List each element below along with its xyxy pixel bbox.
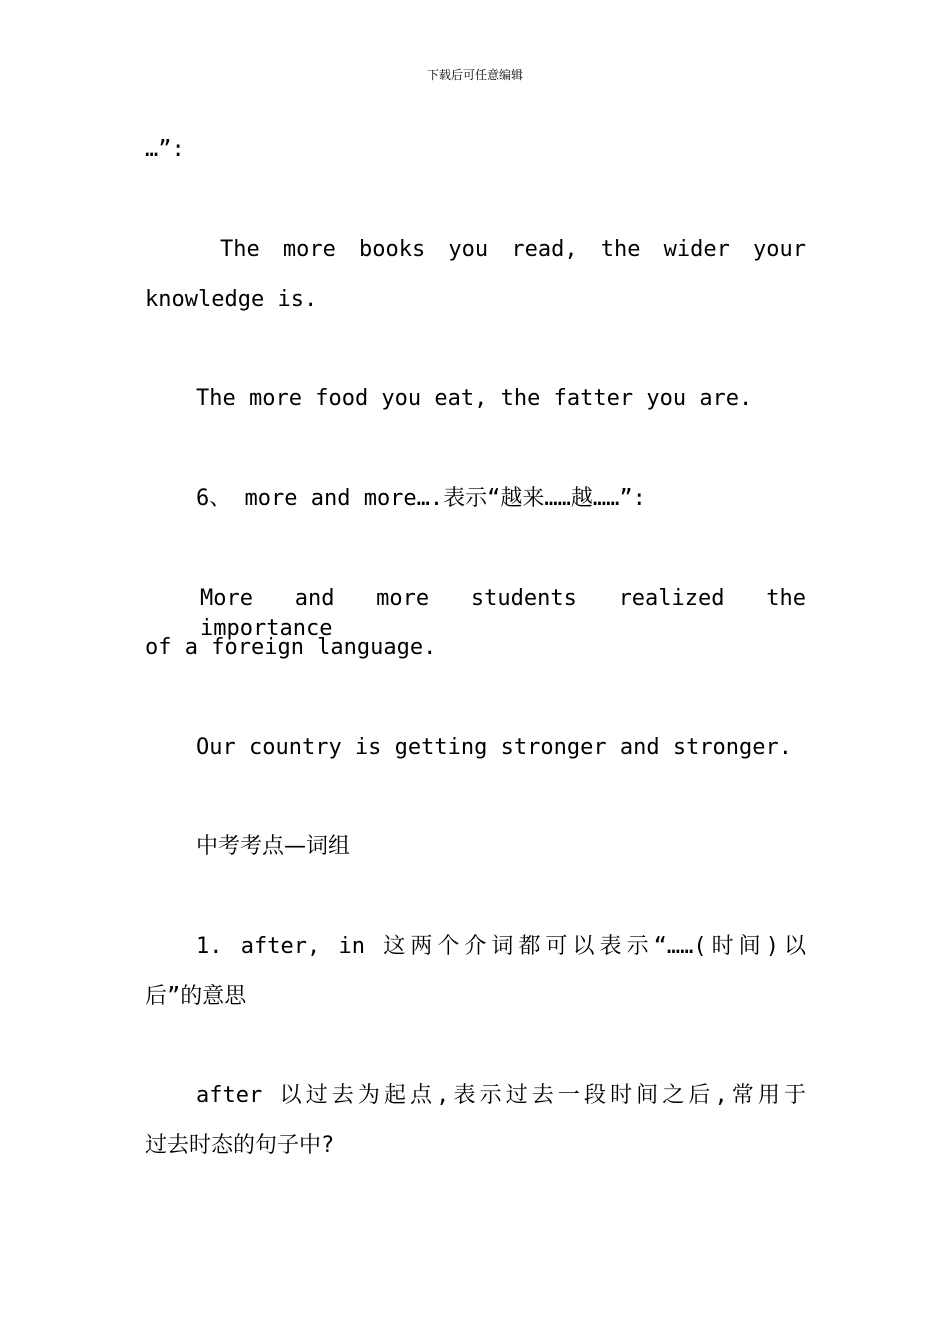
text-line: Our country is getting stronger and stronger. (196, 735, 793, 760)
section-heading: 中考考点—词组 (196, 834, 351, 859)
text-line: knowledge is. (145, 287, 318, 312)
text-line: of a foreign language. (145, 635, 437, 660)
text-line: The more food you eat, the fatter you are. (196, 386, 753, 411)
text-line: 后”的意思 (145, 984, 247, 1009)
text-line: The more books you read, the wider your (220, 237, 806, 262)
text-line: More and more students realized the importance (200, 586, 806, 641)
text-line: 6、 more and more….表示“越来……越……”: (196, 486, 646, 511)
text-line: …”: (145, 137, 185, 162)
text-line: 过去时态的句子中? (145, 1133, 335, 1158)
text-line: after 以过去为起点,表示过去一段时间之后,常用于 (196, 1083, 806, 1108)
text-line: 1. after, in 这两个介词都可以表示“……(时间)以 (196, 934, 806, 959)
page-header: 下载后可任意编辑 (426, 68, 523, 82)
